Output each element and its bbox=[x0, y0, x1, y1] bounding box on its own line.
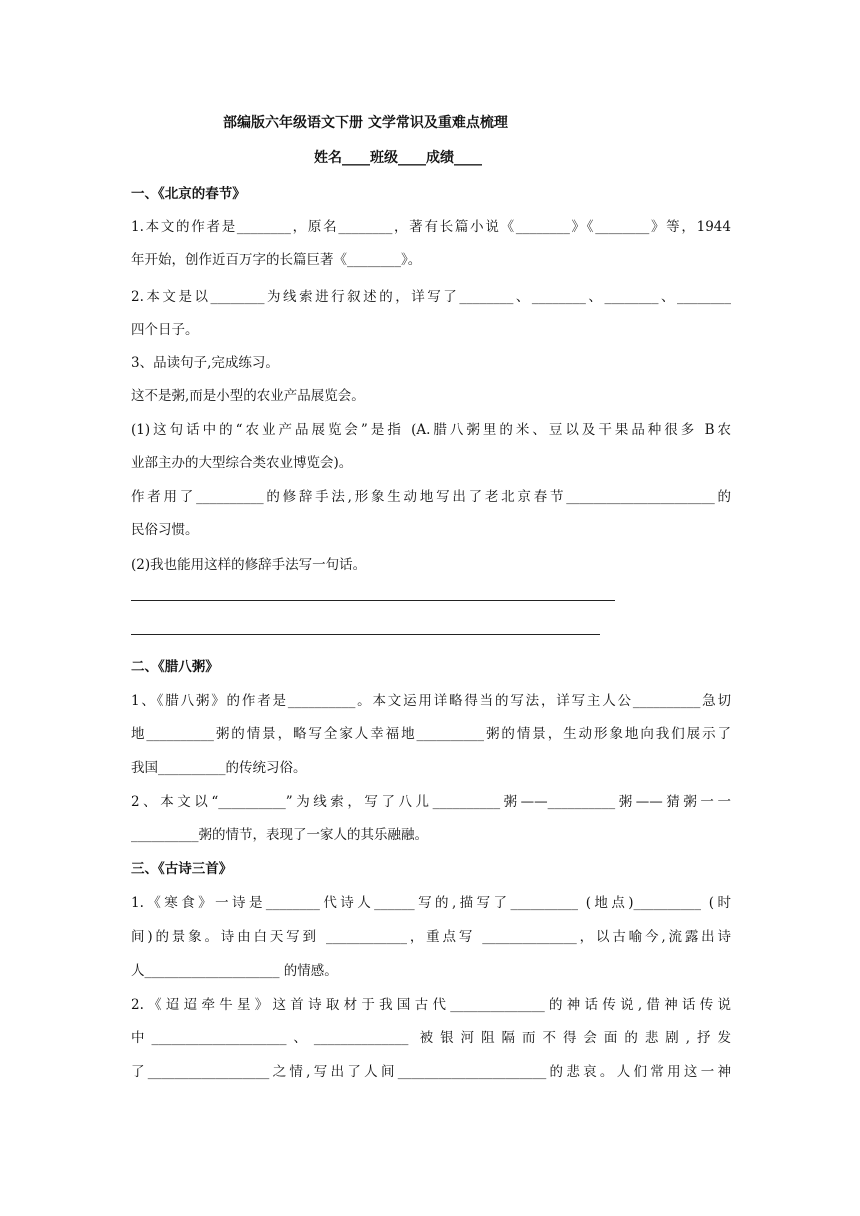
question-line: 四个日子。 bbox=[131, 322, 199, 338]
question-line: 2.《迢迢牵牛星》这首诗取材于我国古代______________的神话传说,借神话传说 bbox=[131, 997, 731, 1013]
question-line: 3、品读句子,完成练习。 bbox=[131, 355, 279, 371]
question-line: 年开始，创作近百万字的长篇巨著《________》。 bbox=[131, 252, 422, 268]
section-heading: 二、《腊八粥》 bbox=[131, 659, 219, 675]
question-line: 我国__________的传统习俗。 bbox=[131, 760, 307, 776]
question-line: 间)的景象。诗由白天写到 ____________，重点写 ______________，以古喻今,流露出诗 bbox=[131, 929, 731, 945]
question-line: __________粥的情节，表现了一家人的其乐融融。 bbox=[131, 827, 428, 843]
question-line: 1、《腊八粥》的作者是__________。本文运用详略得当的写法，详写主人公__________急切 bbox=[131, 693, 731, 709]
question-line: 民俗习惯。 bbox=[131, 522, 199, 538]
answer-line bbox=[131, 600, 615, 601]
question-line: 1.《寒食》一诗是________代诗人______写的,描写了__________ (地点)__________ (时 bbox=[131, 895, 731, 911]
question-line: (1)这句话中的“农业产品展览会”是指 (A.腊八粥里的米、豆以及干果品种很多 B农 bbox=[131, 422, 731, 438]
question-line: 中____________________、______________ 被银河阻隔而不得会面的悲剧,抒发 bbox=[131, 1030, 731, 1046]
question-line: 2.本文是以________为线索进行叙述的，详写了________、________、________、________ bbox=[131, 289, 731, 305]
question-line: 地__________粥的情景，略写全家人幸福地__________粥的情景，生动形象地向我们展示了 bbox=[131, 726, 731, 742]
question-line: 作者用了__________的修辞手法,形象生动地写出了老北京春节______________________的 bbox=[131, 489, 731, 505]
question-line: 1.本文的作者是________，原名________，著有长篇小说《________》《________》等，1944 bbox=[131, 219, 731, 235]
question-line: 2、本文以“__________”为线索，写了八儿__________粥——__________粥——猜粥一一 bbox=[131, 794, 731, 810]
student-info-line: 姓名____班级____成绩____ bbox=[314, 150, 482, 166]
answer-line bbox=[131, 634, 600, 635]
question-line: 人____________________ 的情感。 bbox=[131, 963, 338, 979]
question-line: 业部主办的大型综合类农业博览会)。 bbox=[131, 455, 353, 471]
question-line: 这不是粥,而是小型的农业产品展览会。 bbox=[131, 388, 365, 404]
section-heading: 一、《北京的春节》 bbox=[131, 186, 246, 202]
section-heading: 三、《古诗三首》 bbox=[131, 861, 233, 877]
question-line: (2)我也能用这样的修辞手法写一句话。 bbox=[131, 557, 367, 573]
document-title: 部编版六年级语文下册 文学常识及重难点梳理 bbox=[223, 115, 508, 131]
question-line: 了__________________之情,写出了人间______________________的悲哀。人们常用这一神 bbox=[131, 1064, 731, 1080]
